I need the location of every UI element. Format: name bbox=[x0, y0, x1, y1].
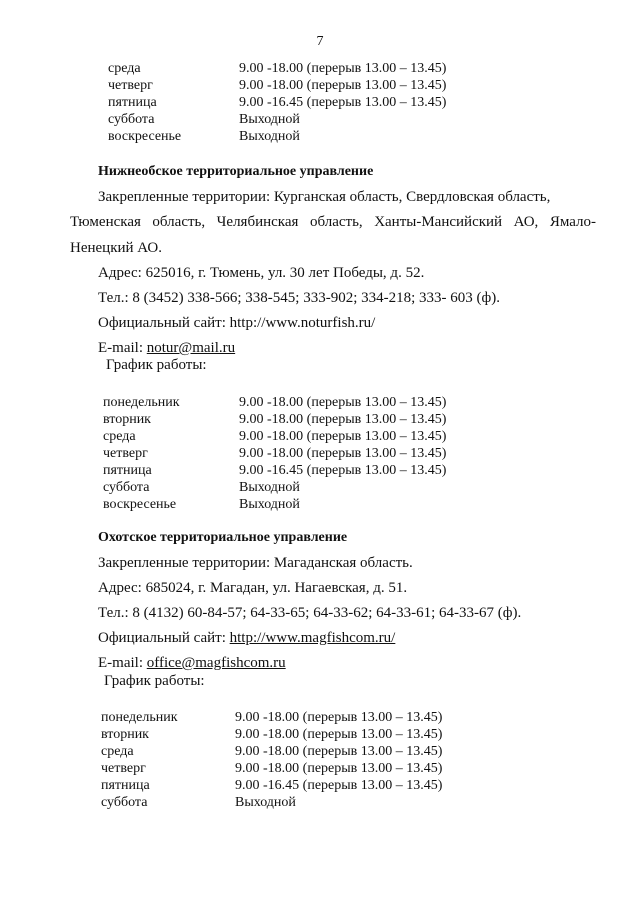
schedule-hours: 9.00 -16.45 (перерыв 13.00 – 13.45) bbox=[239, 95, 447, 110]
schedule-day: среда bbox=[108, 61, 141, 76]
schedule-day: суббота bbox=[103, 480, 150, 495]
schedule-day: суббота bbox=[101, 795, 148, 810]
schedule-hours: Выходной bbox=[239, 129, 300, 144]
schedule-hours: 9.00 -18.00 (перерыв 13.00 – 13.45) bbox=[235, 761, 443, 776]
territories-line: Тюменская область, Челябинская область, Ханты-Мансийский АО, Ямало- bbox=[70, 214, 596, 230]
schedule-day: среда bbox=[103, 429, 136, 444]
schedule-hours: 9.00 -18.00 (перерыв 13.00 – 13.45) bbox=[239, 429, 447, 444]
website-line bbox=[98, 315, 375, 332]
schedule-day: суббота bbox=[108, 112, 155, 127]
schedule-hours: 9.00 -18.00 (перерыв 13.00 – 13.45) bbox=[235, 710, 443, 725]
website-link[interactable]: http://www.magfishcom.ru/ bbox=[229, 630, 396, 646]
territories-line: Закрепленные территории: Магаданская область. bbox=[98, 555, 413, 571]
territories-line: Закрепленные территории: Курганская область, Свердловская область, bbox=[98, 189, 551, 205]
schedule-hours: 9.00 -16.45 (перерыв 13.00 – 13.45) bbox=[239, 463, 447, 478]
schedule-day: пятница bbox=[101, 778, 150, 793]
schedule-hours: 9.00 -18.00 (перерыв 13.00 – 13.45) bbox=[239, 412, 447, 427]
schedule-day: воскресенье bbox=[103, 497, 177, 512]
email-label: E-mail: bbox=[98, 655, 147, 671]
territories-line: Ненецкий АО. bbox=[70, 240, 162, 256]
email-link[interactable]: notur@mail.ru bbox=[146, 340, 236, 356]
website-link[interactable]: http://www.noturfish.ru/ bbox=[229, 315, 376, 331]
schedule-hours: 9.00 -18.00 (перерыв 13.00 – 13.45) bbox=[239, 395, 447, 410]
schedule-day: понедельник bbox=[101, 710, 178, 725]
schedule-hours: Выходной bbox=[239, 112, 300, 127]
schedule-hours: 9.00 -18.00 (перерыв 13.00 – 13.45) bbox=[239, 446, 447, 461]
phone-line: Тел.: 8 (4132) 60-84-57; 64-33-65; 64-33-62; 64-33-61; 64-33-67 (ф). bbox=[98, 605, 522, 621]
schedule-day: четверг bbox=[101, 761, 146, 776]
email-link[interactable]: office@magfishcom.ru bbox=[146, 655, 286, 671]
schedule-day: среда bbox=[101, 744, 134, 759]
website-line bbox=[98, 630, 395, 647]
schedule-hours: Выходной bbox=[239, 480, 300, 495]
schedule-hours: Выходной bbox=[239, 497, 300, 512]
schedule-day: вторник bbox=[101, 727, 149, 742]
section-title-okhotskoe: Охотское территориальное управление bbox=[98, 530, 348, 545]
schedule-day: воскресенье bbox=[108, 129, 182, 144]
schedule-hours: 9.00 -18.00 (перерыв 13.00 – 13.45) bbox=[239, 78, 447, 93]
address-line: Адрес: 625016, г. Тюмень, ул. 30 лет Победы, д. 52. bbox=[98, 265, 425, 281]
page-number: 7 bbox=[316, 34, 324, 49]
schedule-label: График работы: bbox=[106, 357, 207, 373]
schedule-day: понедельник bbox=[103, 395, 180, 410]
schedule-day: пятница bbox=[108, 95, 157, 110]
schedule-day: вторник bbox=[103, 412, 151, 427]
website-label: Официальный сайт: bbox=[98, 315, 230, 331]
email-line bbox=[98, 655, 286, 672]
schedule-day: четверг bbox=[108, 78, 153, 93]
schedule-label: График работы: bbox=[104, 673, 205, 689]
schedule-hours: 9.00 -18.00 (перерыв 13.00 – 13.45) bbox=[239, 61, 447, 76]
schedule-day: четверг bbox=[103, 446, 148, 461]
schedule-hours: 9.00 -18.00 (перерыв 13.00 – 13.45) bbox=[235, 744, 443, 759]
email-label: E-mail: bbox=[98, 340, 147, 356]
website-label: Официальный сайт: bbox=[98, 630, 230, 646]
section-title-nizhneobskoe: Нижнеобское территориальное управление bbox=[98, 164, 374, 179]
email-line bbox=[98, 340, 235, 357]
schedule-hours: Выходной bbox=[235, 795, 296, 810]
phone-line: Тел.: 8 (3452) 338-566; 338-545; 333-902; 334-218; 333- 603 (ф). bbox=[98, 290, 500, 306]
schedule-hours: 9.00 -18.00 (перерыв 13.00 – 13.45) bbox=[235, 727, 443, 742]
schedule-day: пятница bbox=[103, 463, 152, 478]
address-line: Адрес: 685024, г. Магадан, ул. Нагаевская, д. 51. bbox=[98, 580, 408, 596]
schedule-hours: 9.00 -16.45 (перерыв 13.00 – 13.45) bbox=[235, 778, 443, 793]
